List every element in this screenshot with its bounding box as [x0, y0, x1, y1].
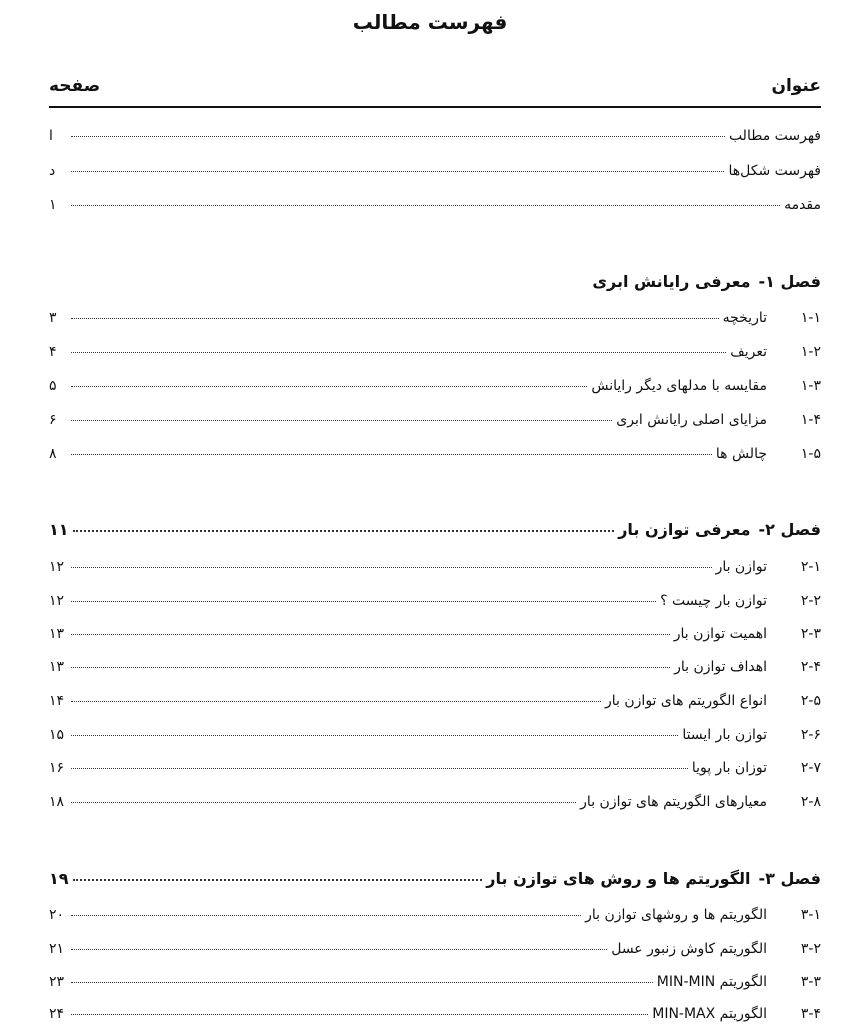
section-number: ۲-۵ [800, 693, 821, 709]
toc-entry-title: اهمیت توازن بار [673, 626, 767, 642]
toc-entry-title: اهداف توازن بار [674, 659, 767, 675]
toc-entry-title: چالش ها [715, 446, 767, 462]
toc-entry-title: توازن بار ایستا [682, 727, 767, 743]
dot-leader [71, 419, 612, 421]
toc-entry[interactable] [49, 790, 821, 814]
section-number: ۲-۴ [800, 659, 821, 675]
toc-entry-title: انواع الگوریتم های توازن بار [605, 693, 767, 709]
toc-header [49, 74, 821, 108]
dot-leader [71, 767, 688, 769]
page-title: فهرست مطالب [352, 10, 508, 34]
dot-leader [71, 351, 726, 353]
dot-leader [71, 981, 653, 983]
toc-entry-page: ا [49, 128, 53, 144]
section-number: ۳-۴ [800, 1006, 821, 1022]
toc-entry[interactable] [49, 1002, 821, 1026]
dot-leader [71, 317, 719, 319]
toc-entry-page: د [49, 163, 56, 179]
chapter-title: معرفی توازن بار [618, 520, 751, 539]
dot-leader [71, 566, 712, 568]
toc-entry[interactable] [49, 937, 821, 961]
section-number: ۱-۳ [800, 378, 821, 394]
toc-entry[interactable] [49, 442, 821, 466]
section-number: ۳-۲ [800, 941, 821, 957]
section-number: ۲-۷ [800, 760, 821, 776]
toc-entry-title: فهرست شکل‌ها [728, 163, 821, 179]
toc-chapter-1[interactable] [49, 270, 821, 294]
toc-entry-title: الگوریتم MIN-MIN [656, 974, 767, 990]
toc-entry-title: الگوریتم کاوش زنبور عسل [611, 941, 767, 957]
toc-entry-page: ۲۱ [49, 941, 65, 957]
toc-entry[interactable] [49, 723, 821, 747]
chapter-label: فصل ۳- [758, 869, 821, 888]
toc-entry-page: ۳ [49, 310, 57, 326]
section-number: ۲-۱ [800, 559, 821, 575]
dot-leader [71, 1013, 648, 1015]
toc-chapter-2[interactable] [49, 518, 821, 542]
dot-leader [71, 385, 587, 387]
toc-entry[interactable] [49, 340, 821, 364]
section-number: ۳-۱ [800, 907, 821, 923]
toc-entry-title: توازن بار [715, 559, 767, 575]
chapter-title: الگوریتم ها و روش های توازن بار [486, 869, 751, 888]
dot-leader [71, 633, 670, 635]
toc-entry-title: تاریخچه [722, 310, 767, 326]
section-number: ۲-۸ [800, 794, 821, 810]
toc-entry[interactable] [49, 408, 821, 432]
section-number: ۲-۲ [800, 593, 821, 609]
toc-entry-front-contents[interactable] [49, 124, 821, 148]
toc-entry[interactable] [49, 689, 821, 713]
chapter-label: فصل ۲- [758, 520, 821, 539]
dot-leader [73, 878, 483, 881]
toc-entry[interactable] [49, 655, 821, 679]
toc-entry[interactable] [49, 306, 821, 330]
section-number: ۲-۳ [800, 626, 821, 642]
toc-entry-page: ۱ [49, 197, 57, 213]
toc-entry-page: ۱۲ [49, 559, 65, 575]
chapter-page: ۱۹ [49, 869, 69, 888]
toc-entry-title: مقدمه [784, 197, 821, 213]
toc-entry[interactable] [49, 970, 821, 994]
toc-entry-page: ۱۵ [49, 727, 65, 743]
toc-entry-title: توازن بار چیست ؟ [660, 593, 767, 609]
toc-entry-page: ۶ [49, 412, 57, 428]
toc-entry-title: فهرست مطالب [728, 128, 821, 144]
dot-leader [71, 204, 780, 206]
toc-entry-front-figures[interactable] [49, 159, 821, 183]
toc-entry-page: ۱۸ [49, 794, 65, 810]
dot-leader [71, 801, 576, 803]
toc-entry-page: ۱۲ [49, 593, 65, 609]
section-number: ۳-۳ [800, 974, 821, 990]
dot-leader [71, 666, 670, 668]
dot-leader [71, 600, 656, 602]
dot-leader [73, 529, 615, 532]
dot-leader [71, 700, 601, 702]
dot-leader [71, 170, 724, 172]
dot-leader [71, 914, 581, 916]
toc-entry-title: معیارهای الگوریتم های توازن بار [580, 794, 767, 810]
section-number: ۱-۱ [800, 310, 821, 326]
section-number: ۱-۴ [800, 412, 821, 428]
dot-leader [71, 948, 607, 950]
toc-entry[interactable] [49, 756, 821, 780]
toc-entry-title: الگوریتم MIN-MAX [652, 1006, 767, 1022]
toc-entry-page: ۱۳ [49, 626, 65, 642]
toc-entry[interactable] [49, 903, 821, 927]
toc-entry-front-intro[interactable] [49, 193, 821, 217]
toc-entry-page: ۱۴ [49, 693, 65, 709]
toc-entry-page: ۵ [49, 378, 57, 394]
toc-entry-title: مقایسه با مدلهای دیگر رایانش [591, 378, 767, 394]
toc-entry-title: الگوریتم ها و روشهای توازن بار [585, 907, 767, 923]
chapter-title: معرفی رایانش ابری [592, 272, 751, 291]
toc-entry-page: ۱۶ [49, 760, 65, 776]
toc-entry-page: ۴ [49, 344, 57, 360]
title-column-heading: عنوان [771, 76, 821, 96]
toc-entry-title: مزایای اصلی رایانش ابری [616, 412, 767, 428]
chapter-label: فصل ۱- [758, 272, 821, 291]
page-column-heading: صفحه [49, 76, 101, 96]
toc-entry[interactable] [49, 589, 821, 613]
section-number: ۲-۶ [800, 727, 821, 743]
dot-leader [71, 453, 712, 455]
toc-entry-page: ۲۰ [49, 907, 65, 923]
toc-entry-page: ۱۳ [49, 659, 65, 675]
toc-entry-page: ۸ [49, 446, 57, 462]
section-number: ۱-۲ [800, 344, 821, 360]
toc-entry-title: توزان بار پویا [691, 760, 767, 776]
toc-entry[interactable] [49, 622, 821, 646]
toc-entry-page: ۲۴ [49, 1006, 65, 1022]
section-number: ۱-۵ [800, 446, 821, 462]
toc-entry-title: تعریف [730, 344, 767, 360]
dot-leader [71, 135, 725, 137]
toc-entry-page: ۲۳ [49, 974, 65, 990]
toc-chapter-3[interactable] [49, 867, 821, 891]
toc-entry[interactable] [49, 374, 821, 398]
chapter-page: ۱۱ [49, 520, 69, 539]
dot-leader [71, 734, 678, 736]
toc-entry[interactable] [49, 555, 821, 579]
